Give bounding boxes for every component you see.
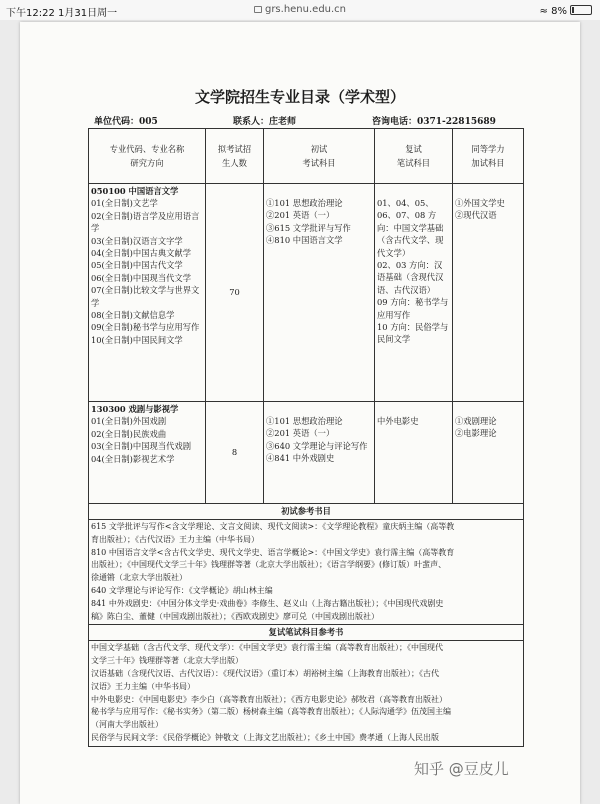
list-item: 中外电影史：《中国电影史》李少白（高等教育出版社）；《西方电影史论》郝牧君（高等教育出版社）: [91, 694, 447, 704]
header-exam: 初试 考试科目: [264, 129, 375, 184]
list-item: 汉语》王力主编（中华书局）: [91, 681, 195, 691]
direction-list: [91, 415, 203, 465]
watermark: 知乎 @豆皮儿: [414, 760, 509, 778]
document-page: [20, 22, 580, 804]
list-item: ①外国文学史: [455, 198, 505, 208]
table-row: [89, 402, 524, 504]
contact-person: 联系人：庄老师: [233, 117, 297, 127]
extra-list: [455, 197, 521, 222]
list-item: 02(全日制)语言学及应用语言学: [91, 210, 200, 234]
list-item: 810 中国语言文学<含古代文学史、现代文学史、语言学概论>：《中国文学史》袁行霈主编（高等教育: [91, 547, 455, 557]
table-header-row: [89, 129, 524, 184]
retest-text: 01、04、05、06、07、08 方向：中国文学基础（含古代文学、现代文学） 02、03 方向：汉语基础（含现代汉语、古代汉语） 09 方向：秘书学与应用写作 10 方向：民俗学与民间文学: [377, 198, 449, 345]
list-item: （河南大学出版社）: [91, 720, 163, 730]
retest-refs-title: 复试笔试科目参考书: [89, 625, 524, 641]
address-bar[interactable]: [0, 4, 600, 15]
list-item: ②201 英语（一）: [266, 210, 335, 221]
list-item: 秘书学与应用写作：《秘书实务》（第二版）杨树森主编（高等教育出版社）；《人际沟通学》伍茂国主编: [91, 707, 451, 717]
quota-cell: 70: [206, 184, 264, 402]
list-item: 出版社）；《中国现代文学三十年》钱理群等著（北京大学出版社）；《语言学纲要》(修订版）叶蜚声、: [91, 560, 447, 570]
list-item: 徐通锵（北京大学出版社）: [91, 573, 187, 583]
list-item: 06(全日制)中国现当代文学: [91, 272, 192, 283]
status-time: 下午12:22 1月31日周一: [6, 8, 118, 19]
list-item: 640 文学理论与评论写作：《文学概论》胡山林主编: [91, 585, 273, 595]
exam-cell: [264, 402, 375, 504]
list-item: 09(全日制)秘书学与应用写作: [91, 322, 200, 333]
wifi-icon: ≈: [539, 6, 548, 17]
list-item: 稿》陈白尘、董健（中国戏剧出版社）；《西欧戏剧史》廖可兑（中国戏剧出版社）: [91, 611, 379, 621]
exam-list: [266, 197, 372, 247]
direction-list: [91, 197, 203, 346]
list-item: 05(全日制)中国古代文学: [91, 260, 183, 271]
list-item: 07(全日制)比较文学与世界文学: [91, 285, 200, 308]
retest-refs-title-row: [89, 625, 524, 641]
list-item: ④841 中外戏剧史: [266, 453, 335, 464]
major-cell: [89, 184, 206, 402]
list-item: 03(全日制)中国现当代戏剧: [91, 441, 192, 452]
contact-phone: 咨询电话：0371-22815689: [372, 117, 496, 127]
major-cell: [89, 402, 206, 504]
retest-text: 中外电影史: [377, 416, 419, 426]
list-item: 01(全日制)文艺学: [91, 198, 158, 209]
header-quota: 拟考试招 生人数: [206, 129, 264, 184]
major-name: 130300 戏剧与影视学: [91, 404, 179, 414]
header-extra: 同等学力 加试科目: [453, 129, 524, 184]
list-item: 615 文学批评与写作<含文学理论、文言文阅读、现代文阅读>：《文学理论教程》童庆炳主编（高等教: [91, 522, 455, 531]
extra-cell: [453, 402, 524, 504]
initial-refs-title: 初试参考书目: [89, 504, 524, 520]
list-item: 文学三十年》钱理群等著（北京大学出版）: [91, 656, 243, 666]
exam-list: [266, 415, 372, 465]
list-item: 中国文学基础（含古代文学、现代文学）：《中国文学史》袁行霈主编（高等教育出版社）；《中国现代: [91, 643, 443, 653]
unit-code: 单位代码：005: [94, 117, 158, 127]
list-item: ③615 文学批评与写作: [266, 222, 351, 233]
retest-refs-row: [89, 641, 524, 746]
retest-cell: [375, 184, 453, 402]
list-item: ④810 中国语言文学: [266, 235, 343, 246]
quota-cell: 8: [206, 402, 264, 504]
list-item: 民俗学与民间文学：《民俗学概论》钟敬文（上海文艺出版社）；《乡土中国》费孝通（上海人民出版: [91, 732, 439, 742]
retest-cell: [375, 402, 453, 504]
list-item: 汉语基础（含现代汉语、古代汉语）：《现代汉语》（重订本）胡裕树主编（上海教育出版社）；《古代: [91, 668, 439, 678]
exam-cell: [264, 184, 375, 402]
list-item: ②201 英语（一）: [266, 428, 335, 439]
retest-refs-list: [89, 641, 524, 746]
status-bar: [0, 0, 600, 20]
list-item: ①戏剧理论: [455, 416, 497, 426]
list-item: 03(全日制)汉语言文字学: [91, 235, 183, 246]
list-item: ①101 思想政治理论: [266, 416, 343, 426]
list-item: ②现代汉语: [455, 210, 497, 221]
list-item: 08(全日制)文献信息学: [91, 310, 175, 321]
list-item: 04(全日制)影视艺术学: [91, 453, 175, 464]
initial-refs-row: [89, 520, 524, 625]
list-item: 育出版社）；《古代汉语》王力主编（中华书局）: [91, 534, 259, 544]
list-item: 04(全日制)中国古典文献学: [91, 248, 192, 259]
list-item: ②电影理论: [455, 428, 497, 439]
status-right: [540, 4, 592, 17]
header-retest: 复试 笔试科目: [375, 129, 453, 184]
list-item: 10(全日制)中国民间文学: [91, 334, 183, 345]
table-row: [89, 184, 524, 402]
catalog-table: [88, 128, 524, 747]
list-item: 841 中外戏剧史：《中国分体文学史·戏曲卷》李修生、赵义山（上海古籍出版社）；《中国现代戏剧史: [91, 598, 444, 608]
extra-cell: [453, 184, 524, 402]
list-item: 02(全日制)民族戏曲: [91, 428, 167, 439]
url-text: grs.henu.edu.cn: [264, 4, 347, 15]
major-name: 050100 中国语言文学: [91, 186, 179, 196]
lock-icon: [254, 6, 262, 13]
battery-icon: [570, 5, 592, 15]
initial-refs-title-row: [89, 504, 524, 520]
list-item: 01(全日制)外国戏剧: [91, 416, 167, 427]
list-item: ③640 文学理论与评论写作: [266, 440, 368, 451]
list-item: ①101 思想政治理论: [266, 198, 343, 208]
extra-list: [455, 415, 521, 440]
initial-refs-list: [89, 520, 524, 625]
document-title: 文学院招生专业目录（学术型）: [194, 88, 405, 106]
battery-percent: 8%: [551, 6, 567, 17]
header-major: 专业代码、专业名称 研究方向: [89, 129, 206, 184]
